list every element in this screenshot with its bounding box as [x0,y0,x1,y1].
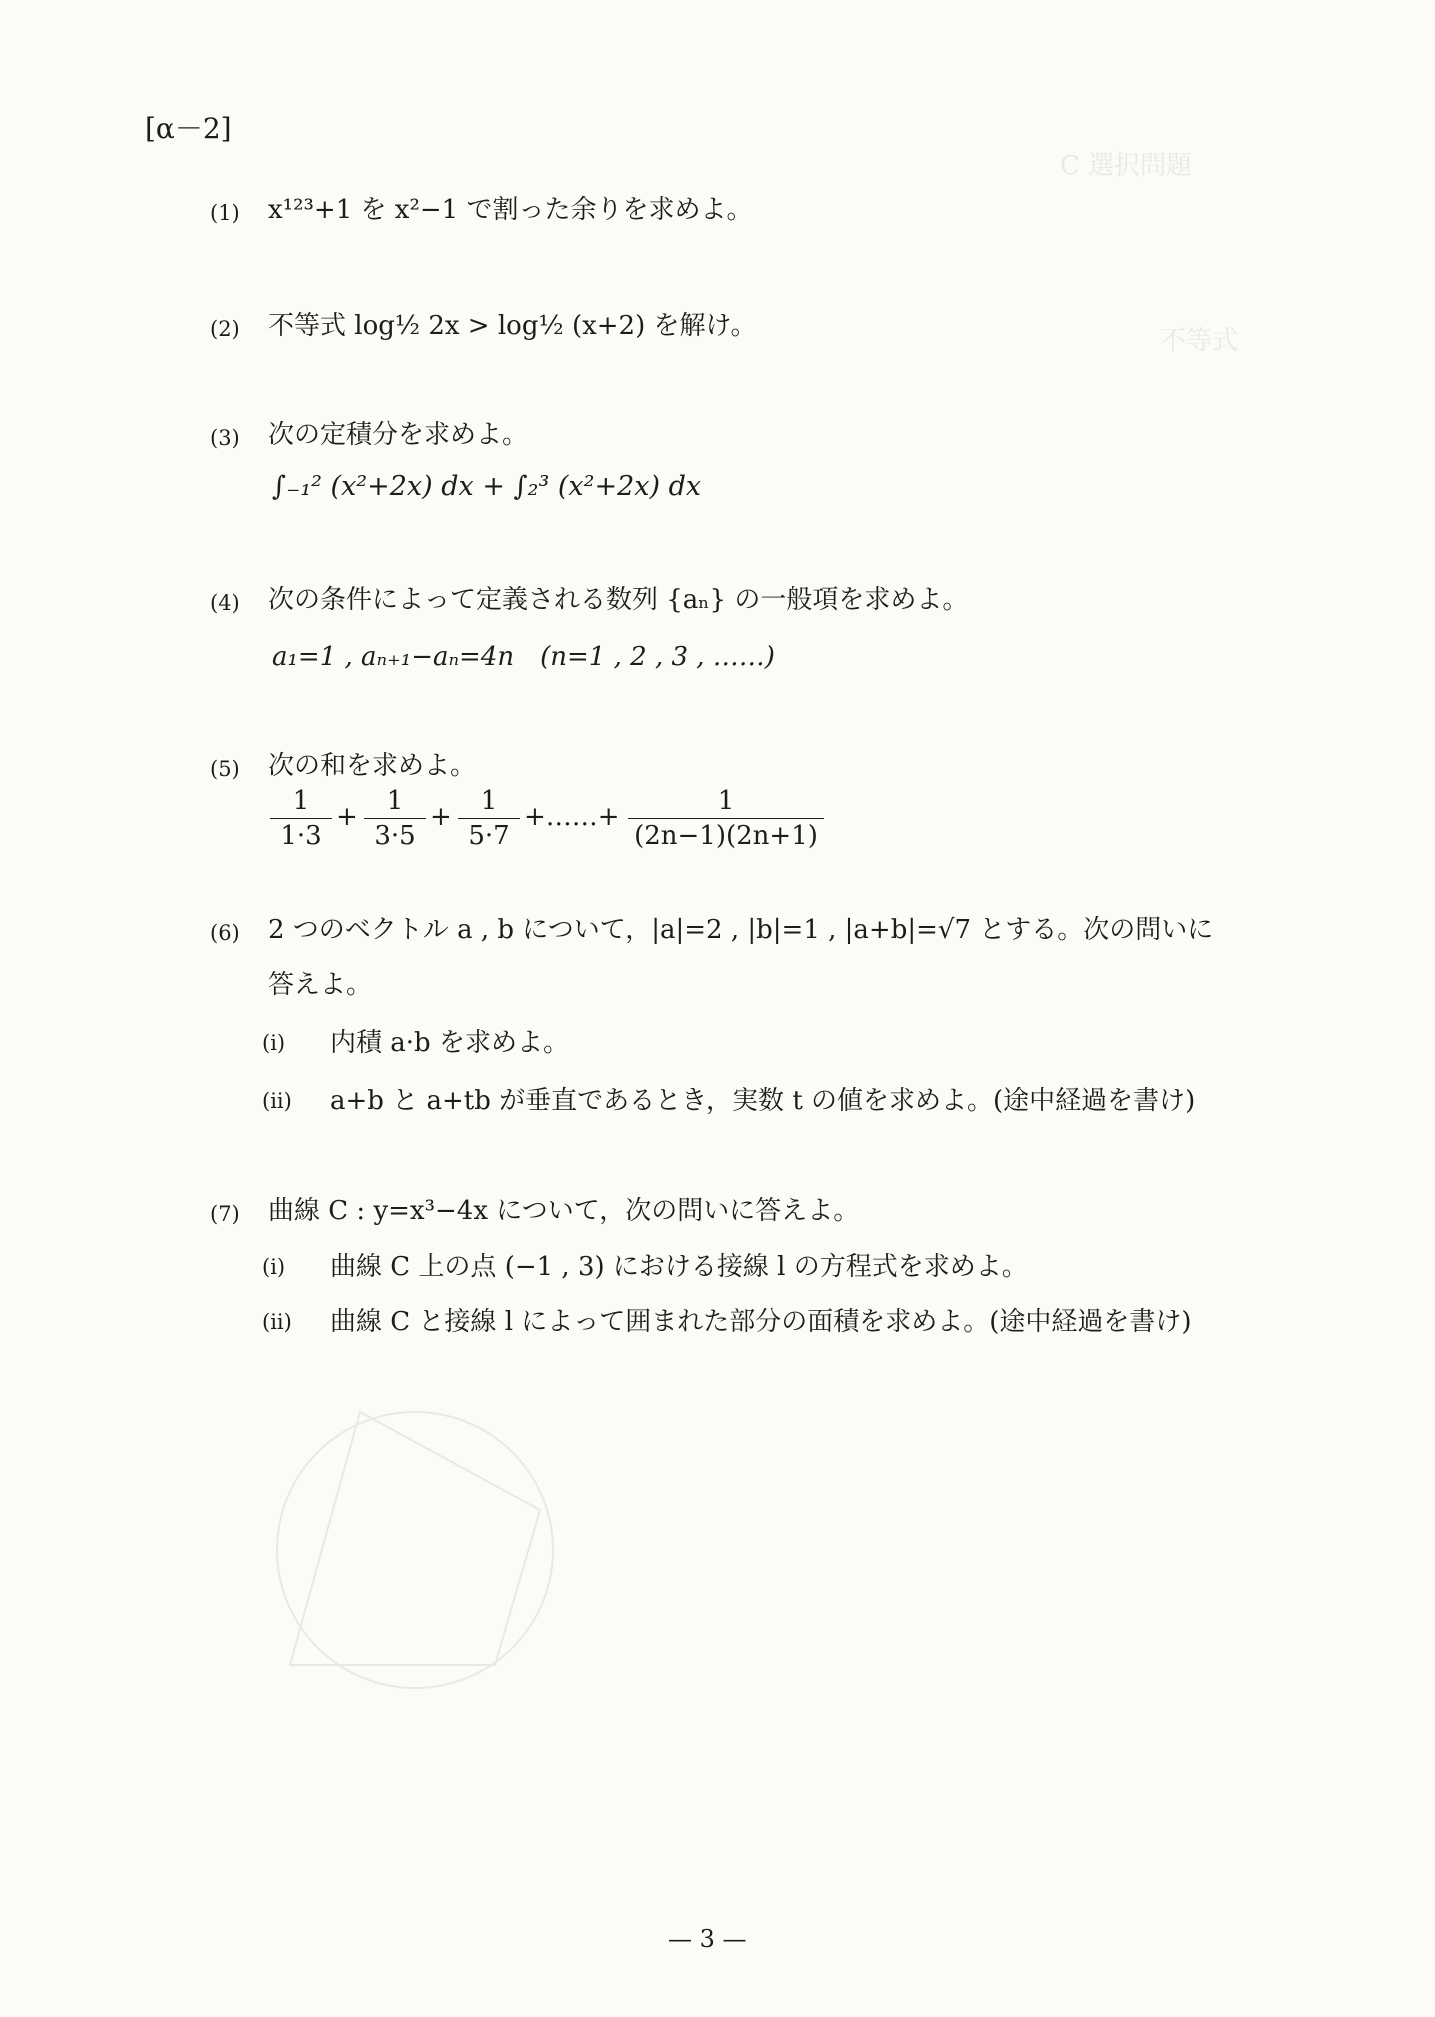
q6-sub-i-text: 内積 a·b を求めよ。 [330,1028,569,1058]
q6-sub-ii-number: (ii) [262,1089,292,1113]
showthrough-text: C 選択問題 [1060,151,1193,181]
q5-fraction-2 [364,786,426,851]
q1-text: x¹²³+1 を x²−1 で割った余りを求めよ。 [268,195,753,225]
plus-ellipsis: +……+ [524,802,620,832]
q4-recurrence: a₁=1 , aₙ₊₁−aₙ=4n (n=1 , 2 , 3 , ……) [272,642,775,672]
showthrough-figure [250,1410,580,1690]
q7-sub-i-text: 曲線 C 上の点 (−1 , 3) における接線 l の方程式を求めよ。 [330,1252,1028,1282]
q5-fraction-3 [458,786,520,851]
q5-number: (5) [210,757,240,781]
q3-integral-formula: ∫₋₁² (x²+2x) dx + ∫₂³ (x²+2x) dx [272,471,702,502]
q3-text: 次の定積分を求めよ。 [268,420,529,450]
q1-number: (1) [210,201,240,225]
q3-number: (3) [210,426,240,450]
numerator: 1 [628,786,824,819]
q2-number: (2) [210,317,240,341]
q7-sub-i-number: (i) [262,1255,286,1279]
q5-fraction-general [628,786,824,851]
q6-text-line2: 答えよ。 [268,970,373,1000]
numerator: 1 [458,786,520,819]
q7-number: (7) [210,1202,240,1226]
numerator: 1 [270,786,332,819]
denominator: 3·5 [374,821,416,851]
denominator: 1·3 [280,821,322,851]
plus-sign: + [336,802,358,832]
denominator: (2n−1)(2n+1) [634,821,818,851]
showthrough-text: 不等式 [1160,326,1239,356]
q4-number: (4) [210,591,240,615]
q6-text-line1: 2 つのベクトル a , b について，|a|=2 , |b|=1 , |a+b|=√7 とする。次の問いに [268,915,1214,945]
denominator: 5·7 [468,821,510,851]
q6-sub-ii-text: a+b と a+tb が垂直であるとき，実数 t の値を求めよ。(途中経過を書け) [330,1086,1196,1116]
q2-text: 不等式 log½ 2x > log½ (x+2) を解け。 [268,311,757,341]
q4-text: 次の条件によって定義される数列 {aₙ} の一般項を求めよ。 [268,585,969,615]
q5-fraction-1 [270,786,332,851]
q7-text: 曲線 C : y=x³−4x について，次の問いに答えよ。 [268,1196,860,1226]
section-label: [α－2] [145,112,232,145]
page-number: — 3 — [668,1925,747,1953]
q7-sub-ii-number: (ii) [262,1310,292,1334]
plus-sign: + [430,802,452,832]
q6-number: (6) [210,921,240,945]
q6-sub-i-number: (i) [262,1031,286,1055]
q7-sub-ii-text: 曲線 C と接線 l によって囲まれた部分の面積を求めよ。(途中経過を書け) [330,1307,1192,1337]
numerator: 1 [364,786,426,819]
q5-text: 次の和を求めよ。 [268,751,477,781]
